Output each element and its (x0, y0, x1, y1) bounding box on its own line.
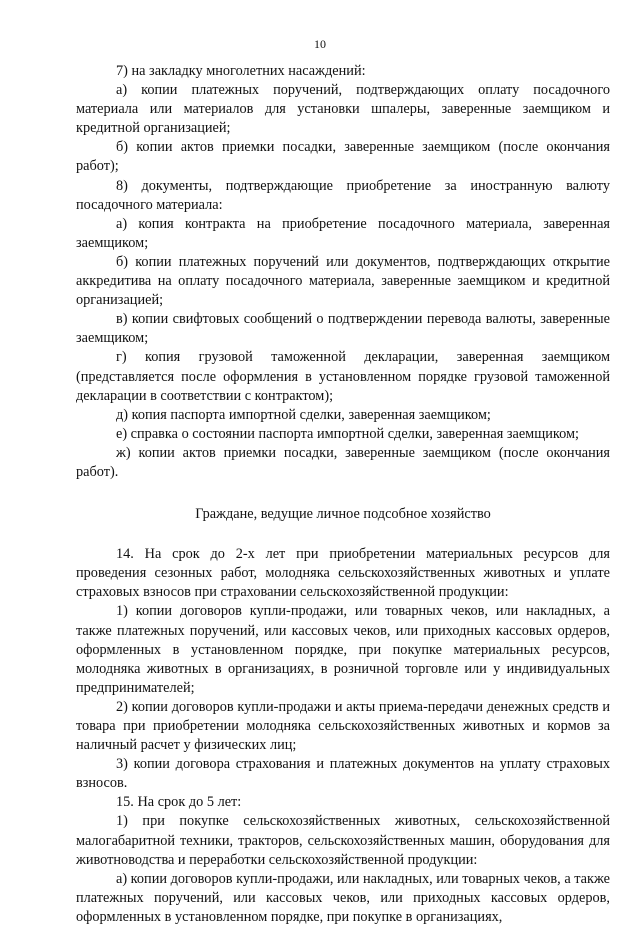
paragraph-14-3: 3) копии договора страхования и платежных документов на уплату страховых взносов. (76, 756, 610, 792)
paragraph-8e: е) справка о состоянии паспорта импортной сделки, заверенная заемщиком; (116, 425, 580, 442)
paragraph-15-1: 1) при покупке сельскохозяйственных животных, сельскохозяйственной малогабаритной техники, тракторов, сельскохозяйственных машин, оборудования для животноводства и переработки сельскохозяйственной продукции: (76, 813, 610, 868)
paragraph-14-1: 1) копии договоров купли-продажи, или товарных чеков, или накладных, а также платежных поручений, или кассовых чеков, или приходных кассовых ордеров, оформленных в установленном порядке, при покупке материальных ресурсов, молодняка животных в организациях, в розничной торговле или у индивидуальных предпринимателей; (76, 603, 610, 696)
paragraph-8-foreign-currency: 8) документы, подтверждающие приобретение за иностранную валюту посадочного материала: (76, 177, 610, 213)
paragraph-14-2: 2) копии договоров купли-продажи и акты приема-передачи денежных средств и товара при приобретении молодняка сельскохозяйственных животных и кормов за наличный расчет у физических лиц; (76, 698, 610, 754)
paragraph-7b: б) копии актов приемки посадки, заверенные заемщиком (после окончания работ); (76, 139, 610, 175)
paragraph-7-planting: 7) на закладку многолетних насаждений: (116, 63, 366, 79)
paragraph-8g: г) копия грузовой таможенной декларации, заверенная заемщиком (представляется после оформления в установленном порядке грузовой таможенной декларации в соответствии с контрактом); (76, 349, 610, 404)
paragraph-15: 15. На срок до 5 лет: (116, 794, 242, 811)
paragraph-14: 14. На срок до 2-х лет при приобретении материальных ресурсов для проведения сезонных работ, молодняка сельскохозяйственных животных и уплате страховых взносов при страховании сельскохозяйственной продукции: (76, 546, 610, 601)
paragraph-8zh: ж) копии актов приемки посадки, заверенные заемщиком (после окончания работ). (76, 444, 610, 480)
paragraph-8d: д) копия паспорта импортной сделки, заверенная заемщиком; (116, 406, 491, 423)
paragraph-15-1a: а) копии договоров купли-продажи, или накладных, или товарных чеков, а также платежных поручений, или кассовых чеков, или приходных кассовых ордеров, оформленных в установленном порядке, при покупке в организациях, (76, 870, 610, 925)
paragraph-7a: а) копии платежных поручений, подтверждающих оплату посадочного материала или материалов для установки шпалеры, заверенные заемщиком и кредитной организацией; (76, 82, 610, 137)
paragraph-8b: б) копии платежных поручений или документов, подтверждающих открытие аккредитива на оплату посадочного материала, заверенные заемщиком и кредитной организацией; (76, 253, 610, 309)
page-number: 10 (314, 37, 326, 51)
document-body (76, 62, 610, 927)
section-heading: Граждане, ведущие личное подсобное хозяйство (195, 506, 491, 523)
paragraph-8a: а) копия контракта на приобретение посадочного материала, заверенная заемщиком; (76, 215, 610, 251)
paragraph-8v: в) копии свифтовых сообщений о подтверждении перевода валюты, заверенные заемщиком; (76, 311, 610, 347)
